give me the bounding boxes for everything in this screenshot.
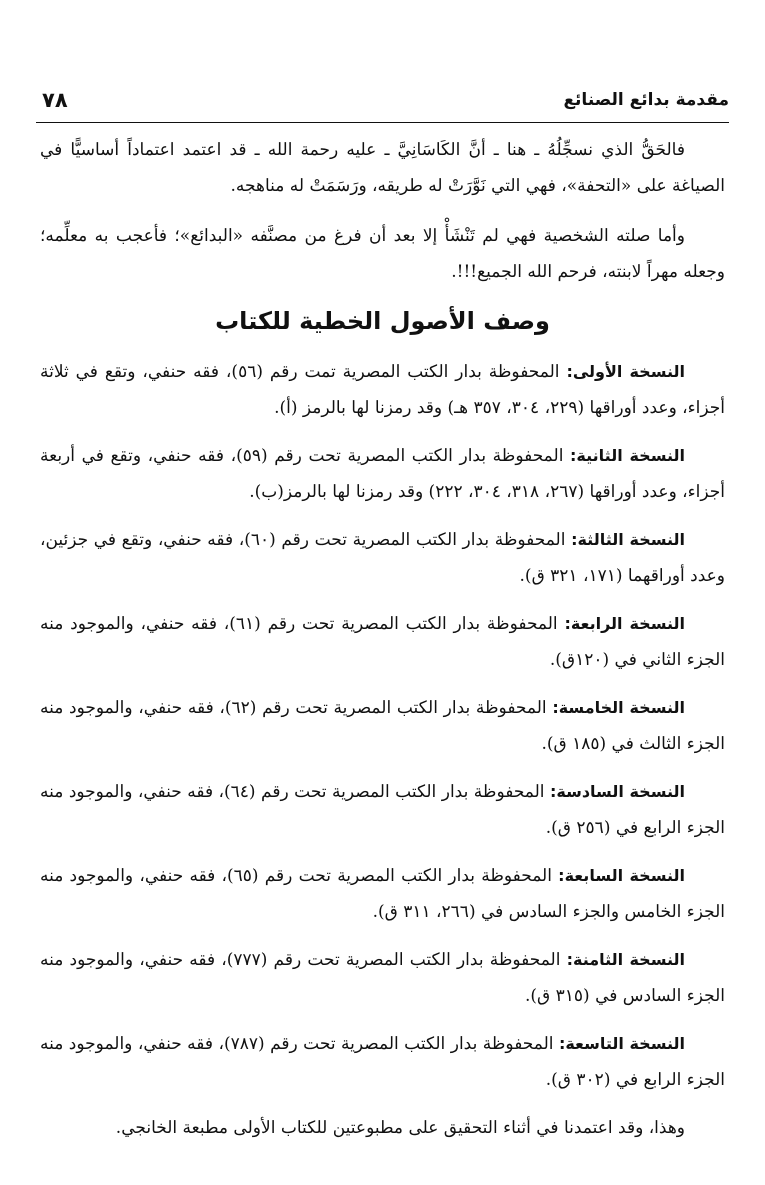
manuscript-description: المحفوظة بدار الكتب المصرية تحت رقم (٦٥)، فقه حنفي، والموجود منه الجزء الخامس والجزء السادس في (٢٦٦، ٣١١ ق). [40, 866, 725, 922]
manuscript-description: المحفوظة بدار الكتب المصرية تحت رقم (٥٩)، فقه حنفي، وتقع في أربعة أجزاء، وعدد أوراقها (٢٦٧، ٣١٨، ٣٠٤، ٢٢٢) وقد رمزنا لها بالرمز(ب). [40, 446, 725, 502]
manuscript-description: المحفوظة بدار الكتب المصرية تمت رقم (٥٦)، فقه حنفي، وتقع في ثلاثة أجزاء، وعدد أوراقها (٢٢٩، ٣٠٤، ٣٥٧ هـ) وقد رمزنا لها بالرمز (أ). [40, 362, 725, 418]
manuscript-label: النسخة الخامسة: [552, 698, 686, 717]
manuscript-entry [40, 354, 725, 426]
manuscript-description: المحفوظة بدار الكتب المصرية تحت رقم (٧٧٧)، فقه حنفي، والموجود منه الجزء السادس في (٣١٥ ق). [40, 950, 725, 1006]
manuscript-label: النسخة الثانية: [570, 446, 686, 465]
manuscript-entry [40, 1026, 725, 1098]
running-title: مقدمة بدائع الصنائع [563, 90, 729, 110]
manuscript-entry [40, 942, 725, 1014]
manuscript-entry [40, 858, 725, 930]
manuscript-entry [40, 438, 725, 510]
manuscript-description: المحفوظة بدار الكتب المصرية تحت رقم (٦٠)، فقه حنفي، وتقع في جزئين، وعدد أوراقهما (١٧١، ٣٢١ ق). [40, 530, 725, 586]
manuscript-entry [40, 774, 725, 846]
manuscript-entry [40, 690, 725, 762]
manuscript-label: النسخة الثالثة: [571, 530, 686, 549]
closing-paragraph: وهذا، وقد اعتمدنا في أثناء التحقيق على مطبوعتين للكتاب الأولى مطبعة الخانجي. [115, 1118, 685, 1138]
intro-paragraph-1: فالحَقُّ الذي نسجِّلُهُ ـ هنا ـ أنَّ الكَاسَانِيَّ ـ عليه رحمة الله ـ قد اعتمد اعتماداً أساسيًّا في الصياغة على «التحفة»، فهي التي نَوَّرَتْ له طريقه، ورَسَمَتْ له مناهجه. [40, 140, 725, 196]
manuscript-label: النسخة السابعة: [558, 866, 686, 885]
manuscript-description: المحفوظة بدار الكتب المصرية تحت رقم (٧٨٧)، فقه حنفي، والموجود منه الجزء الرابع في (٣٠٢ ق). [40, 1034, 725, 1090]
manuscript-description: المحفوظة بدار الكتب المصرية تحت رقم (٦١)، فقه حنفي، والموجود منه الجزء الثاني في (١٢٠ق). [40, 614, 725, 670]
manuscript-label: النسخة السادسة: [550, 782, 685, 801]
manuscript-entry [40, 522, 725, 594]
manuscript-description: المحفوظة بدار الكتب المصرية تحت رقم (٦٤)، فقه حنفي، والموجود منه الجزء الرابع في (٢٥٦ ق). [40, 782, 725, 838]
page-header [36, 88, 729, 123]
manuscript-entry [40, 606, 725, 678]
intro-paragraph-2: وأما صلته الشخصية فهي لم تَنْشَأْ إلا بعد أن فرغ من مصنَّفه «البدائع»؛ فأعجب به معلِّمه؛ وجعله مهراً لابنته، فرحم الله الجميع!!!. [40, 226, 725, 282]
page-number: ٧٨ [42, 88, 68, 112]
section-title: وصف الأصول الخطية للكتاب [215, 307, 550, 335]
manuscript-description: المحفوظة بدار الكتب المصرية تحت رقم (٦٢)، فقه حنفي، والموجود منه الجزء الثالث في (١٨٥ ق). [40, 698, 725, 754]
page-body [40, 132, 725, 1146]
manuscript-label: النسخة الأولى: [566, 362, 685, 381]
manuscript-label: النسخة الرابعة: [564, 614, 685, 633]
manuscript-label: النسخة الثامنة: [566, 950, 686, 969]
manuscript-label: النسخة التاسعة: [558, 1034, 686, 1053]
